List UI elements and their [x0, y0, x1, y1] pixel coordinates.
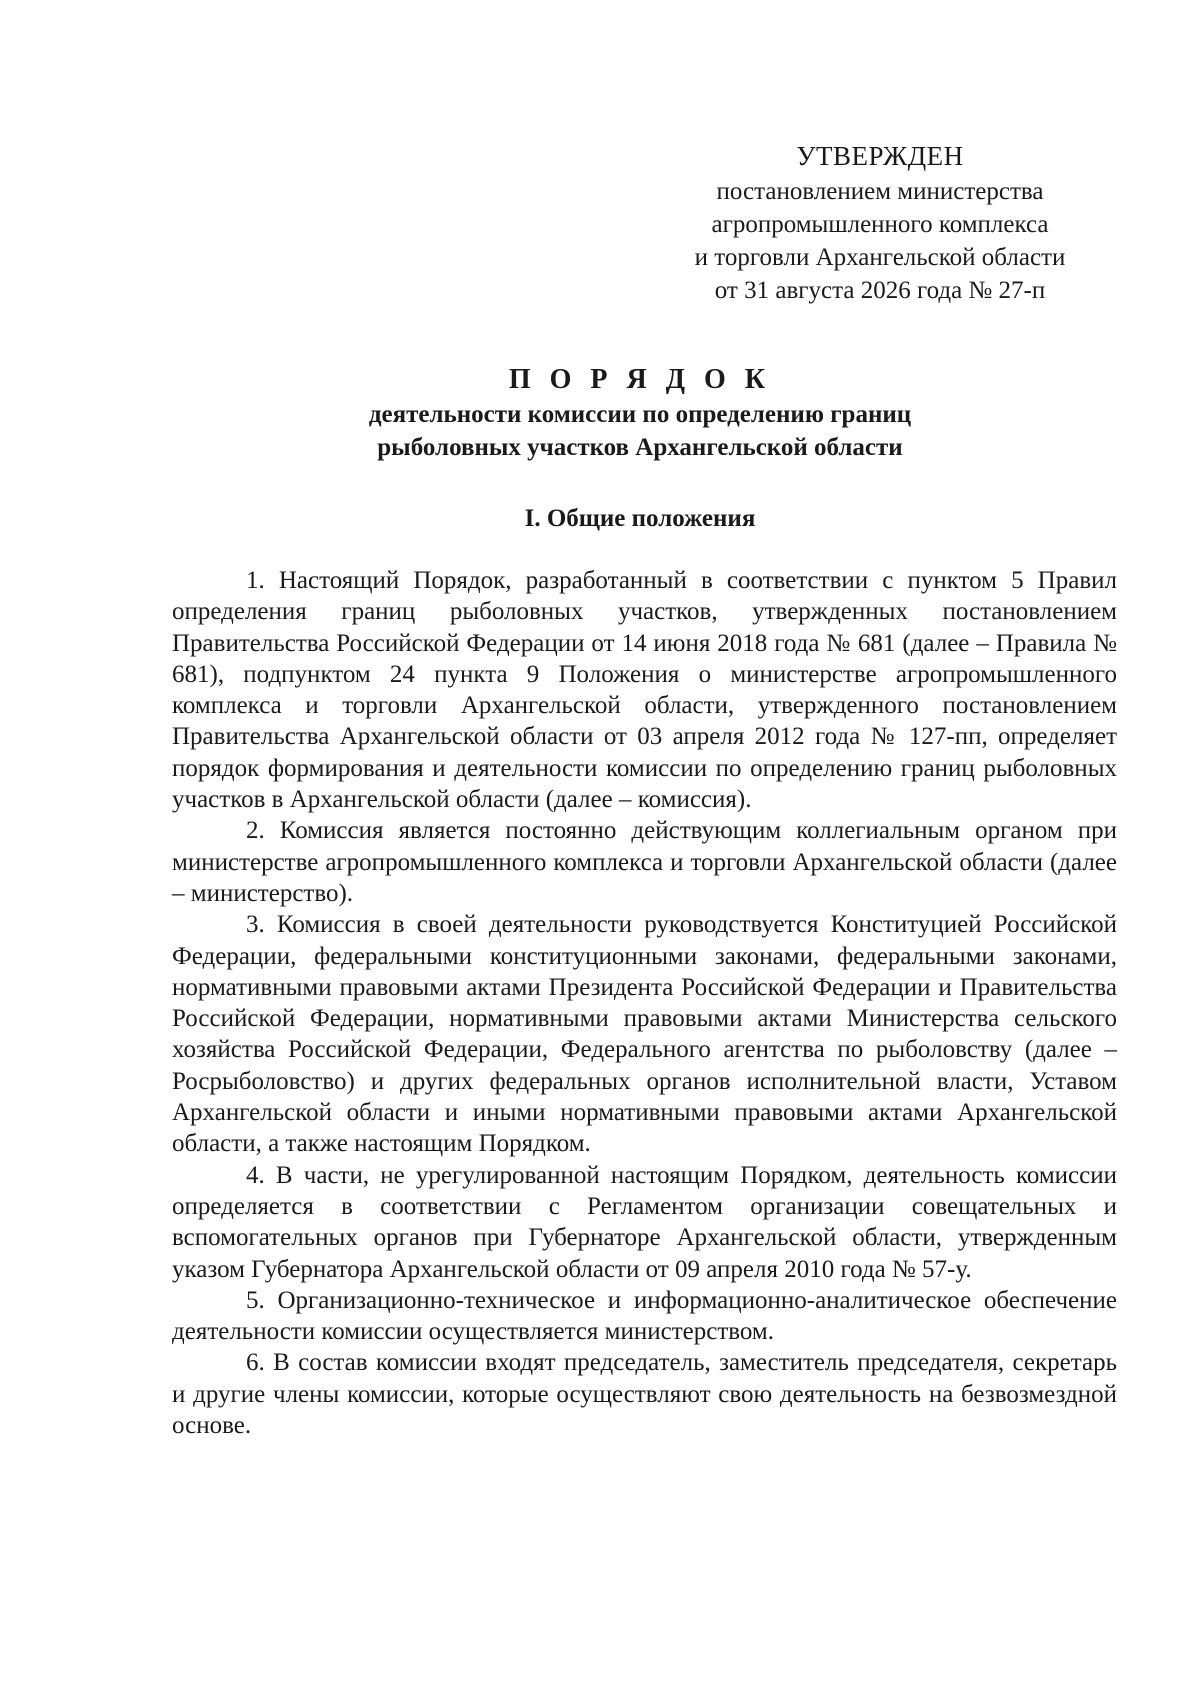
approval-line: агропромышленного комплекса — [711, 211, 1049, 238]
paragraph-4: 4. В части, не урегулированной настоящим Порядком, деятельность комиссии определяется в соответствии с Регламентом организации совещательных и вспомогательных органов при Губернаторе Архангельской области, утвержденным указом Губернатора Архангельской области от 09 апреля 2010 года № 57-у. — [172, 1161, 1117, 1283]
paragraph-5: 5. Организационно-техническое и информационно-аналитическое обеспечение деятельности комиссии осуществляется министерством. — [172, 1286, 1117, 1346]
document-subtitle-line: рыболовных участков Архангельской области — [377, 434, 903, 461]
body-text — [172, 565, 1117, 1441]
document-subtitle-line: деятельности комиссии по определению границ — [368, 401, 912, 428]
paragraph-3: 3. Комиссия в своей деятельности руководствуется Конституцией Российской Федерации, федеральными конституционными законами, федеральными законами, нормативными правовыми актами Президента Российской Федерации и Правительства Российской Федерации, нормативными правовыми актами Министерства сельского хозяйства Российской Федерации, Федерального агентства по рыболовству (далее – Росрыболовство) и других федеральных органов исполнительной власти, Уставом Архангельской области и иными нормативными правовыми актами Архангельской области, а также настоящим Порядком. — [172, 911, 1117, 1158]
approval-line: постановлением министерства — [716, 178, 1044, 205]
paragraph-1: 1. Настоящий Порядок, разработанный в соответствии с пунктом 5 Правил определения границ рыболовных участков, утвержденных постановлением Правительства Российской Федерации от 14 июня 2018 года № 681 (далее – Правила № 681), подпунктом 24 пункта 9 Положения о министерстве агропромышленного комплекса и торговли Архангельской области, утвержденного постановлением Правительства Архангельской области от 03 апреля 2012 года № 127-пп, определяет порядок формирования и деятельности комиссии по определению границ рыболовных участков в Архангельской области (далее – комиссия). — [172, 567, 1117, 814]
paragraph-2: 2. Комиссия является постоянно действующим коллегиальным органом при министерстве агропромышленного комплекса и торговли Архангельской области (далее – министерство). — [172, 817, 1117, 907]
approval-title: УТВЕРЖДЕН — [796, 141, 964, 171]
approval-date-line: от 31 августа 2026 года № 27-п — [714, 277, 1046, 304]
paragraph-6: 6. В состав комиссии входят председатель, заместитель председателя, секретарь и другие члены комиссии, которые осуществляют свою деятельность на безвозмездной основе. — [172, 1349, 1117, 1440]
approval-stamp-block — [660, 140, 1100, 307]
approval-line: и торговли Архангельской области — [694, 244, 1066, 271]
section-heading: I. Общие положения — [524, 505, 756, 532]
document-title: П О Р Я Д О К — [508, 364, 772, 395]
document-title-block — [160, 362, 1120, 464]
